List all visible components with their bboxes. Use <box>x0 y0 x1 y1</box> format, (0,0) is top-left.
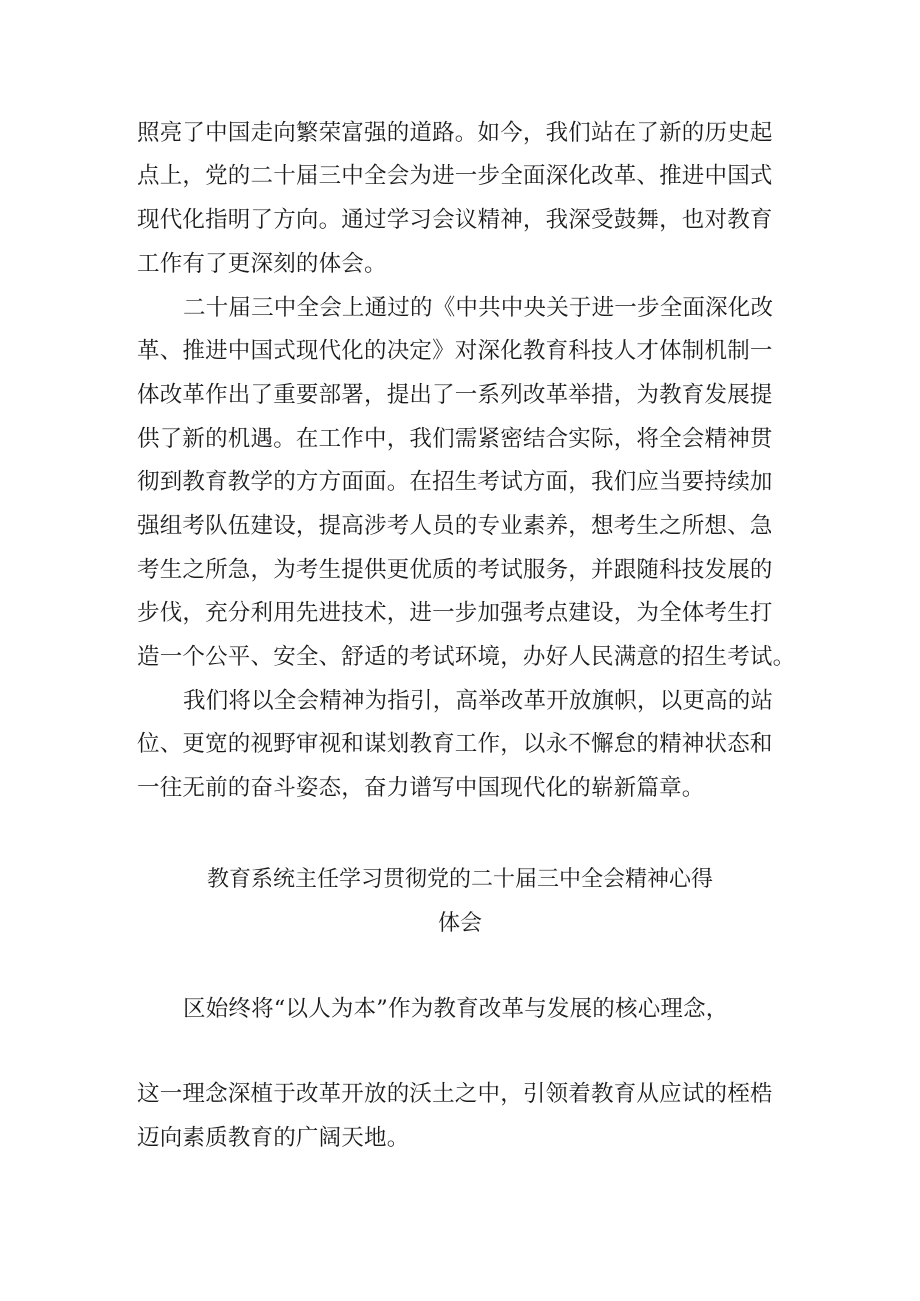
paragraph-line: 考生之所急，为考生提供更优质的考试服务，并跟随科技发展的 <box>137 557 773 583</box>
paragraph-line: 点上，党的二十届三中全会为进一步全面深化改革、推进中国式 <box>137 163 773 189</box>
paragraph-line: 革、推进中国式现代化的决定》对深化教育科技人才体制机制一 <box>137 338 773 364</box>
paragraph-line: 一往无前的奋斗姿态，奋力谱写中国现代化的崭新篇章。 <box>137 775 705 801</box>
paragraph-line: 工作有了更深刻的体会。 <box>137 251 387 277</box>
paragraph-line: 造一个公平、安全、舒适的考试环境，办好人民满意的招生考试。 <box>137 644 796 670</box>
paragraph-line: 强组考队伍建设，提高涉考人员的专业素养，想考生之所想、急 <box>137 513 773 539</box>
section-title-line: 教育系统主任学习贯彻党的二十届三中全会精神心得 <box>206 867 713 892</box>
paragraph-line: 步伐，充分利用先进技术，进一步加强考点建设，为全体考生打 <box>137 600 773 626</box>
paragraph-line: 我们将以全会精神为指引，高举改革开放旗帜，以更高的站 <box>183 688 774 714</box>
paragraph-line: 彻到教育教学的方方面面。在招生考试方面，我们应当要持续加 <box>137 469 773 495</box>
paragraph-line: 区始终将“以人为本”作为教育改革与发展的核心理念， <box>183 996 729 1022</box>
paragraph-line: 供了新的机遇。在工作中，我们需紧密结合实际，将全会精神贯 <box>137 426 773 452</box>
paragraph-line: 体改革作出了重要部署，提出了一系列改革举措，为教育发展提 <box>137 382 773 408</box>
paragraph-line: 现代化指明了方向。通过学习会议精神，我深受鼓舞，也对教育 <box>137 207 773 233</box>
section-title-line: 体会 <box>437 911 482 936</box>
paragraph-line: 位、更宽的视野审视和谋划教育工作，以永不懈怠的精神状态和 <box>137 731 773 757</box>
paragraph-line: 这一理念深植于改革开放的沃土之中，引领着教育从应试的桎梏 <box>137 1081 773 1107</box>
paragraph-line: 照亮了中国走向繁荣富强的道路。如今，我们站在了新的历史起 <box>137 120 773 146</box>
paragraph-line: 迈向素质教育的广阔天地。 <box>137 1125 410 1151</box>
paragraph-line: 二十届三中全会上通过的《中共中央关于进一步全面深化改 <box>183 295 774 321</box>
